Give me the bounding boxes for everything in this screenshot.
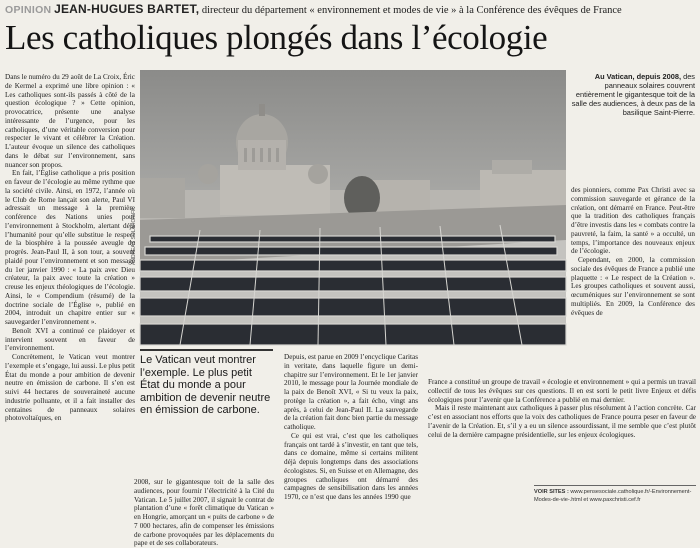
related-sites [534, 485, 696, 504]
paragraph: Cependant, en 2000, la commission sociale des évêques de France a publié une plaquette : « Le respect de la Création ». Les groupes catholiques et souvent aussi, œcuméniques sur l’environnement se sont multipliés. En 2009, la Conférence des évêques de [571, 256, 695, 317]
section-label: OPINION [5, 4, 52, 16]
paragraph: 2008, sur le gigantesque toit de la salle des audiences, pour fournir l’électricité à la Cité du Vatican. Le 5 juillet 2007, il signait le contrat de plantation d’une « forêt climatique du Vatican » en Hongrie, amorçant un « puits de carbone » de 7 000 hectares, afin de compenser les émissions de carbone provoquées par les déplacements du pape et de ses collaborateurs. [134, 478, 274, 548]
paragraph: des pionniers, comme Pax Christi avec sa commission sauvegarde et gérance de la création, ont démarré en France. Peut-être que la tradition des catholiques français d’être investis dans les « combats contre la pauvreté, la faim, la santé » a occulté, un temps, l’importance des nouveaux enjeux de l’écologie. [571, 186, 695, 256]
vatican-solar-roof-photo [140, 70, 566, 345]
article-title: Les catholiques plongés dans l’écologie [5, 18, 548, 57]
paragraph: Depuis, est parue en 2009 l’encyclique Caritas in veritate, dans laquelle figure un demi-chapitre sur l’environnement. Et le 1er janvier 2010, le message pour la Journée mondiale de la paix de Benoît XVI, « Si tu veux la paix, protège la création », a fait écho, vingt ans après, à celui de Jean-Paul II. La sauvegarde de la création fait donc bien partie du message catholique. [284, 353, 418, 431]
related-sites-label: VOIR SITES : [534, 489, 569, 495]
photo-caption [571, 72, 695, 117]
paragraph: Dans le numéro du 29 août de La Croix, Éric de Kermel a exprimé une libre opinion : « Les catholiques sont-ils passés à côté de la question écologique ? » Cette opinion, provocatrice, présente une analyse intéressante de l’urgence, pour les catholiques, d’une véritable conversion pour respecter le vivant et célébrer la Création. L’auteur évoque un silence des catholiques dans le débat sur l’environnement, sans nuancer son propos. [5, 73, 135, 169]
article-column-4 [571, 186, 695, 378]
pull-quote: Le Vatican veut montrer l’exemple. Le plus petit État du monde a pour ambition de devenir neutre en émission de carbone. [140, 349, 273, 417]
article-column-2 [134, 478, 274, 548]
related-sites-urls[interactable]: www.pensesociale.catholique.fr/-Environnement-Modes-de-vie-.html et www.paxchristi.cef.fr [534, 489, 692, 503]
article-column-5 [428, 378, 696, 482]
photo-illustration [140, 70, 566, 345]
paragraph: Benoît XVI a continué ce plaidoyer et intervient souvent en faveur de l’environnement. [5, 326, 135, 353]
article-kicker [5, 2, 695, 16]
paragraph: Ce qui est vrai, c’est que les catholiques français ont tardé à s’investir, en tant que tels, dans ce domaine, même si certains militent déjà depuis longtemps dans des associations écologistes. Si, en Suisse et en Allemagne, des groupes catholiques ont démarré des campagnes de sensibilisation dans les années 1970, ce n’est que dans les années 1990 que [284, 431, 418, 501]
article-column-3 [284, 353, 418, 517]
paragraph: En fait, l’Église catholique a pris position en faveur de l’écologie au même rythme que la société civile. Ainsi, en 1972, l’année où le Club de Rome lançait son alerte, Paul VI adressait un message à la première conférence des Nations unies pour l’environnement à Stockholm, alertant déjà l’humanité pour qu’elle substitue le respect de la biosphère à la poussée aveugle du progrès. Jean-Paul II, à son tour, a souvent plaidé pour l’environnement et son message du 1er janvier 1990 : « La paix avec Dieu créateur, la paix avec toute la création » creuse les enjeux théologiques de l’écologie. Ainsi, le « Compendium (résumé) de la doctrine sociale de l’Église », publié en 2004, introduit un chapitre entier sur « sauvegarder l’environnement ». [5, 169, 135, 326]
photo-credit: ANDREAS SOLARO/AFP [131, 207, 137, 265]
author-role: directeur du département « environnement et modes de vie » à la Conférence des évêques de France [201, 5, 622, 16]
caption-lead: Au Vatican, depuis 2008, [594, 72, 682, 81]
paragraph: France a constitué un groupe de travail « écologie et environnement » qui a permis un travail collectif de tous les évêques sur ces questions. Il en est sorti le petit livre Enjeux et défis écologiques pour l’avenir que la Conférence a publié en mai dernier. [428, 378, 696, 404]
author-name: JEAN-HUGUES BARTET, [54, 2, 200, 16]
article-column-1 [5, 73, 135, 517]
paragraph: Concrètement, le Vatican veut montrer l’exemple et s’engage, lui aussi. Le plus petit État du monde a pour ambition de devenir neutre en émission de carbone. Il s’en est suivi 44 hectares de souveraineté aucune industrie polluante, et il a fait installer des centaines de panneaux solaires photovoltaïques, en [5, 353, 135, 423]
caption-text: des panneaux solaires couvrent entièrement le gigantesque toit de la salle des audiences, à deux pas de la basilique Saint-Pierre. [571, 72, 695, 117]
paragraph: Mais il reste maintenant aux catholiques à passer plus résolument à l’action concrète. Car c’est en associant nos efforts que la voix des catholiques de France pourra peser en faveur de l’avenir de la Création. Et, s’il y a eu un silence assourdissant, il me semble que c’est plutôt celui de la dernière campagne présidentielle, sur les enjeux écologiques. [428, 404, 696, 439]
